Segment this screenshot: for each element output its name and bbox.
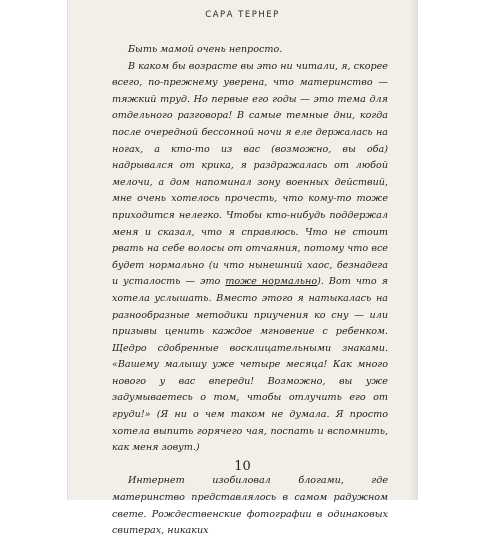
- paragraph-opening: [112, 42, 388, 59]
- paragraph-internet: [112, 473, 388, 539]
- paragraph-text: Быть мамой очень непросто.: [128, 44, 283, 55]
- book-page: [68, 0, 417, 537]
- page-number: 10: [234, 459, 251, 474]
- paragraph-text-continued: ). Вот что я хотела услышать. Вместо этого я натыкалась на разнообразные методики приучения ко сну — или призывы ценить каждое мгновение с ребенком. Щедро сдобренные восклицательными знаками. «Вашему малышу уже четыре месяца! Как много нового у вас впереди! Возможно, вы уже задумываетесь о том, чтобы отлучить его от груди!» (Я ни о чем таком не думала. Я просто хотела выпить горячего чая, поспать и вспомнить, как меня зовут.): [112, 276, 389, 454]
- paragraph-text: Интернет изобиловал блогами, где материнство представлялось в самом радужном свете. Рождественские фотографии в одинаковых свитерах, никаких: [112, 475, 388, 537]
- running-head-author: САРА ТЕРНЕР: [205, 10, 280, 20]
- underlined-phrase: тоже нормально: [225, 276, 318, 288]
- paragraph-motherhood: [112, 59, 388, 457]
- page-edge-shadow: [409, 0, 417, 500]
- paragraph-text: В каком бы возрасте вы это ни читали, я, скорее всего, по-прежнему уверена, что материнство — тяжкий труд. Но первые его годы — это тема для отдельного разговора! В самые темные дни, когда после очередной бессонной ночи я еле держалась на ногах, а кто-то из вас (возможно, вы оба) надрывался от крика, я раздражалась от любой мелочи, а дом напоминал зону военных действий, мне очень хотелось прочесть, что кому-то тоже приходится нелегко. Чтобы кто-нибудь поддержал меня и сказал, что я справлюсь. Что не стоит рвать на себе волосы от отчаяния, потому что все будет нормально (и что нынешний хаос, безнадега и усталость — это: [112, 60, 388, 288]
